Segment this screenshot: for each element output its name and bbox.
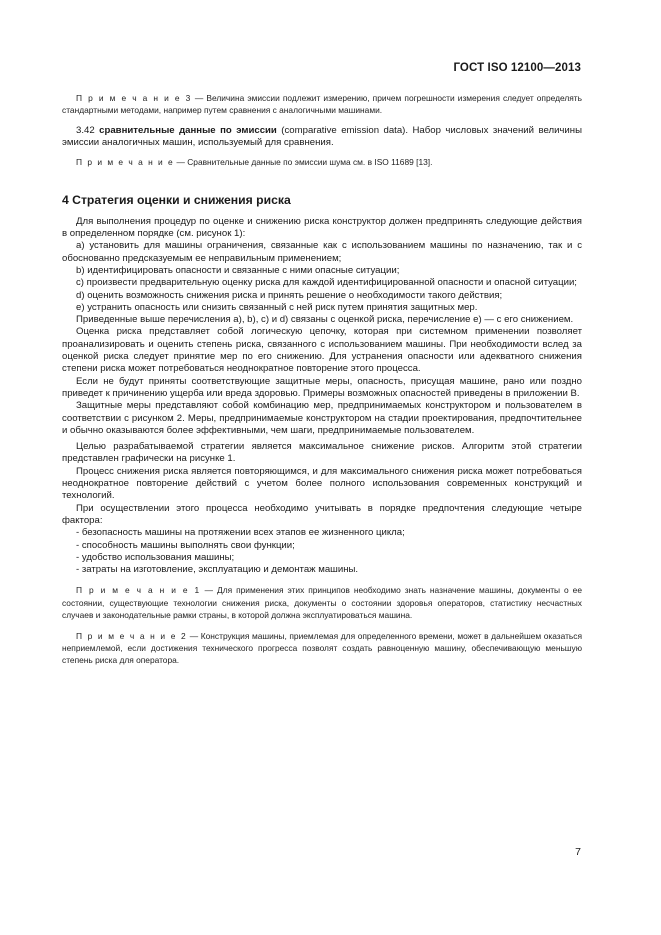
list-item-e: e) устранить опасность или снизить связанный с ней риск путем принятия защитных мер.: [76, 301, 478, 313]
note-text: — Сравнительные данные по эмиссии шума см. в ISO 11689 [13].: [174, 157, 433, 168]
note-definition: [62, 156, 582, 168]
definition-term: сравнительные данные по эмиссии: [99, 124, 277, 136]
definition-3-42: [62, 125, 582, 150]
paragraph-strategy-goal: Целью разрабатываемой стратегии является максимальное снижение рисков. Алгоритм этой стратегии представлен графически на рисунке 1.: [62, 441, 582, 465]
definition-number: 3.42: [76, 124, 100, 136]
note-label: П р и м е ч а н и е 3: [76, 93, 192, 103]
paragraph-iterative-process: Процесс снижения риска является повторяющимся, и для максимального снижения риска может потребоваться неоднократное повторение действий с учетом более полного использования современных конструкций и технологий.: [62, 465, 582, 502]
factor-item-2: - способность машины выполнять свои функции;: [76, 539, 295, 551]
paragraph-measures-combination: Защитные меры представляют собой комбинацию мер, предпринимаемых конструктором и пользователем в соответствии с рисунком 2. Меры, предпринимаемые конструктором на стадии проектирования, предпочтительнее и обычно оказываются более эффективными, чем шаги, предпринимаемые пользователем.: [62, 400, 582, 436]
note-label: П р и м е ч а н и е 1: [76, 585, 201, 596]
list-item-b: b) идентифицировать опасности и связанные с ними опасные ситуации;: [76, 265, 400, 276]
factor-item-4: - затраты на изготовление, эксплуатацию и демонтаж машины.: [76, 564, 359, 576]
paragraph-protective-measures: Если не будут приняты соответствующие защитные меры, опасность, присущая машине, рано или поздно приведет к причинению ущерба или вреда здоровью. Примеры возможных опасностей приведены в приложении В.: [62, 375, 582, 399]
factor-item-1: - безопасность машины на протяжении всех этапов ее жизненного цикла;: [76, 527, 405, 539]
page-content: [62, 92, 582, 667]
paragraph-intro: Для выполнения процедур по оценке и снижению риска конструктор должен предпринять следующие действия в определенном порядке (см. рисунок 1):: [62, 215, 582, 240]
factor-item-3: - удобство использования машины;: [76, 551, 235, 563]
document-designation: ГОСТ ISO 12100—2013: [453, 62, 581, 74]
note-1: [62, 584, 582, 621]
section-4-heading: 4 Стратегия оценки и снижения риска: [62, 192, 291, 207]
definition-text: (comparative emission data). Набор числовых значений величины эмиссии аналогичных машин, используемый для сравнения.: [62, 124, 582, 149]
note-label: П р и м е ч а н и е: [76, 157, 175, 168]
list-item-d: d) оценить возможность снижения риска и принять решение о необходимости такого действия;: [76, 289, 503, 301]
note-text: — Величина эмиссии подлежит измерению, причем погрешности измерения следует определять стандартными методами, например путем сравнения с аналогичными машинами.: [62, 93, 582, 116]
note-label: П р и м е ч а н и е 2: [76, 630, 188, 641]
paragraph-listed-above: Приведенные выше перечисления a), b), c) и d) связаны с оценкой риска, перечисление e) — с его снижением.: [76, 314, 574, 326]
paragraph-risk-assessment: Оценка риска представляет собой логическую цепочку, которая при системном применении позволяет проанализировать и оценить степень риска, связанного с использованием машины. При необходимости вслед за оценкой риска следует принятие мер по его снижению. Для устранения опасности или адекватного снижения степени риска может потребоваться неоднократное повторение этого процесса.: [62, 326, 582, 375]
list-item-c: c) произвести предварительную оценку риска для каждой идентифицированной опасности и опасной ситуации;: [76, 277, 577, 289]
page-number: 7: [575, 846, 581, 858]
note-2: [62, 630, 582, 667]
paragraph-four-factors: При осуществлении этого процесса необходимо учитывать в порядке предпочтения следующие четыре фактора:: [62, 502, 582, 526]
note-text: — Для применения этих принципов необходимо знать назначение машины, документы о ее состоянии, существующие технологии снижения риска, документы о состоянии здоровья операторов, статистику несчастных случаев и законодательные рамки страны, в которой должна эксплуатироваться машина.: [62, 585, 582, 621]
note-text: — Конструкция машины, приемлемая для определенного времени, может в дальнейшем оказаться неприемлемой, если достижения технического прогресса позволят создать равноценную машину, обеспечивающую меньшую степень риска для оператора.: [62, 630, 583, 666]
note-3: [62, 92, 582, 117]
list-item-a: a) установить для машины ограничения, связанные как с использованием машины по назначению, так и с обоснованно предсказуемым ее неправильным применением;: [62, 240, 582, 264]
